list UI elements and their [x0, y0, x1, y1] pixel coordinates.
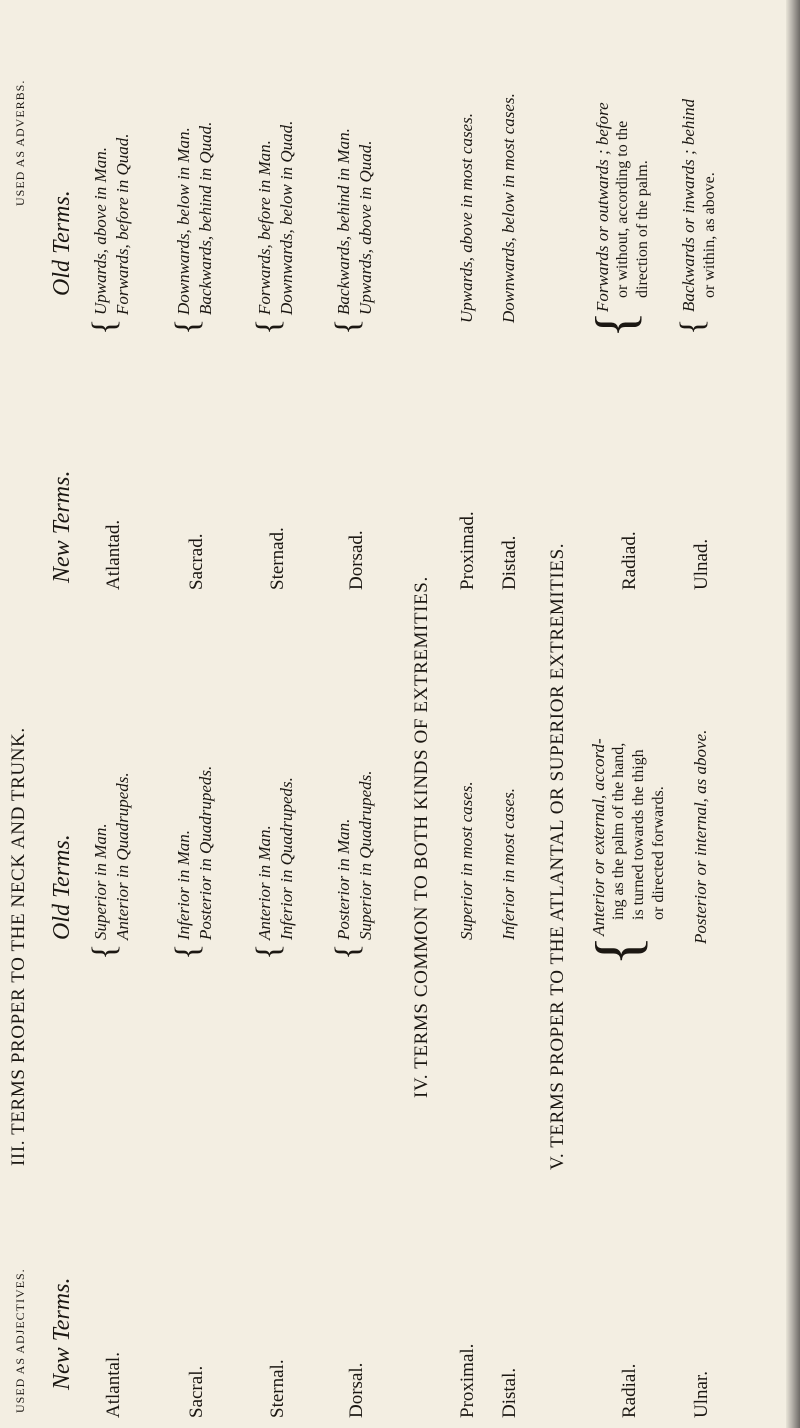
- row-dorsal-adv-old-2: Upwards, above in Quad.: [356, 140, 375, 315]
- row-dorsal-adj-old-1: Posterior in Man.: [334, 818, 353, 940]
- row-proximal-adj-old: Superior in most cases.: [457, 781, 476, 940]
- adv-old-terms-heading: Old Terms.: [49, 190, 75, 296]
- brace: {: [169, 318, 206, 335]
- brace: {: [86, 943, 123, 960]
- brace: {: [86, 318, 123, 335]
- row-proximal-adv-new: Proximad.: [457, 511, 478, 590]
- row-radial-adv-old-2: or without, according to the: [614, 120, 631, 298]
- row-sternal-adv-new: Sternad.: [267, 527, 288, 590]
- row-sternal-adv-old-2: Downwards, below in Quad.: [277, 120, 296, 315]
- row-ulnar-adj-old: Posterior or internal, as above.: [691, 729, 710, 944]
- section-5-title: V. TERMS PROPER TO THE ATLANTAL OR SUPERIOR EXTREMITIES.: [547, 542, 568, 1170]
- row-sacral-adv-old-1: Downwards, below in Man.: [174, 127, 193, 315]
- row-ulnar-adv-old-2: or within, as above.: [701, 172, 718, 298]
- row-sacral-adv-old-2: Backwards, behind in Quad.: [196, 121, 215, 315]
- row-atlantal-adj-old-1: Superior in Man.: [91, 823, 110, 940]
- row-radial-adv-new: Radiad.: [619, 531, 640, 590]
- row-atlantal-adv-old-2: Forwards, before in Quad.: [113, 133, 132, 315]
- row-dorsal-adv-old-1: Backwards, behind in Man.: [334, 128, 353, 315]
- row-dorsal-adj-old-2: Superior in Quadrupeds.: [356, 770, 375, 940]
- row-sacral-adj-old-1: Inferior in Man.: [174, 829, 193, 940]
- row-sternal-adv-old-1: Forwards, before in Man.: [255, 140, 274, 315]
- brace: {: [582, 935, 653, 966]
- row-radial-adj-old-3: is turned towards the thigh: [630, 749, 647, 920]
- row-radial-adv-old-1: Forwards or outwards ; before: [593, 102, 612, 312]
- row-sacral-adj-old-2: Posterior in Quadrupeds.: [196, 765, 215, 940]
- brace: {: [585, 311, 647, 338]
- row-dorsal-adv-new: Dorsad.: [346, 530, 367, 590]
- row-dorsal-adj-new: Dorsal.: [346, 1362, 367, 1418]
- adv-new-terms-heading: New Terms.: [49, 470, 75, 583]
- section-3-title: III. TERMS PROPER TO THE NECK AND TRUNK.: [8, 727, 29, 1166]
- row-distal-adv-new: Distad.: [499, 535, 520, 590]
- row-ulnar-adv-new: Ulnad.: [691, 538, 712, 590]
- row-distal-adj-old: Inferior in most cases.: [499, 787, 518, 940]
- adj-old-terms-heading: Old Terms.: [49, 834, 75, 940]
- row-sacral-adj-new: Sacral.: [186, 1365, 207, 1418]
- brace: {: [674, 318, 711, 335]
- row-proximal-adv-old: Upwards, above in most cases.: [457, 113, 476, 323]
- brace: {: [329, 318, 366, 335]
- row-radial-adj-new: Radial.: [619, 1363, 640, 1418]
- row-radial-adv-old-3: direction of the palm.: [634, 160, 651, 298]
- row-sacral-adv-new: Sacrad.: [186, 533, 207, 590]
- row-sternal-adj-new: Sternal.: [267, 1359, 288, 1418]
- section-4-title: IV. TERMS COMMON TO BOTH KINDS OF EXTREMITIES.: [411, 576, 432, 1098]
- row-atlantal-adv-new: Atlantad.: [103, 519, 124, 590]
- row-atlantal-adv-old-1: Upwards, above in Man.: [91, 147, 110, 315]
- row-sternal-adj-old-2: Inferior in Quadrupeds.: [277, 777, 296, 940]
- header-adjectives-caption: USED AS ADJECTIVES.: [13, 1268, 27, 1413]
- row-radial-adj-old-4: or directed forwards.: [650, 786, 667, 920]
- brace: {: [250, 318, 287, 335]
- row-ulnar-adv-old-1: Backwards or inwards ; behind: [679, 98, 698, 312]
- row-atlantal-adj-old-2: Anterior in Quadrupeds.: [113, 772, 132, 940]
- row-atlantal-adj-new: Atlantal.: [103, 1352, 124, 1418]
- row-proximal-adj-new: Proximal.: [457, 1343, 478, 1418]
- header-adverbs-caption: USED AS ADVERBS.: [13, 79, 27, 206]
- row-radial-adj-old-1: Anterior or external, accord-: [589, 738, 608, 936]
- brace: {: [169, 943, 206, 960]
- row-sternal-adj-old-1: Anterior in Man.: [255, 825, 274, 940]
- row-radial-adj-old-2: ing as the palm of the hand,: [610, 742, 627, 920]
- row-ulnar-adj-new: Ulnar.: [691, 1371, 712, 1418]
- brace: {: [329, 943, 366, 960]
- row-distal-adv-old: Downwards, below in most cases.: [499, 93, 518, 323]
- adj-new-terms-heading: New Terms.: [49, 1277, 75, 1390]
- brace: {: [250, 943, 287, 960]
- row-distal-adj-new: Distal.: [499, 1367, 520, 1418]
